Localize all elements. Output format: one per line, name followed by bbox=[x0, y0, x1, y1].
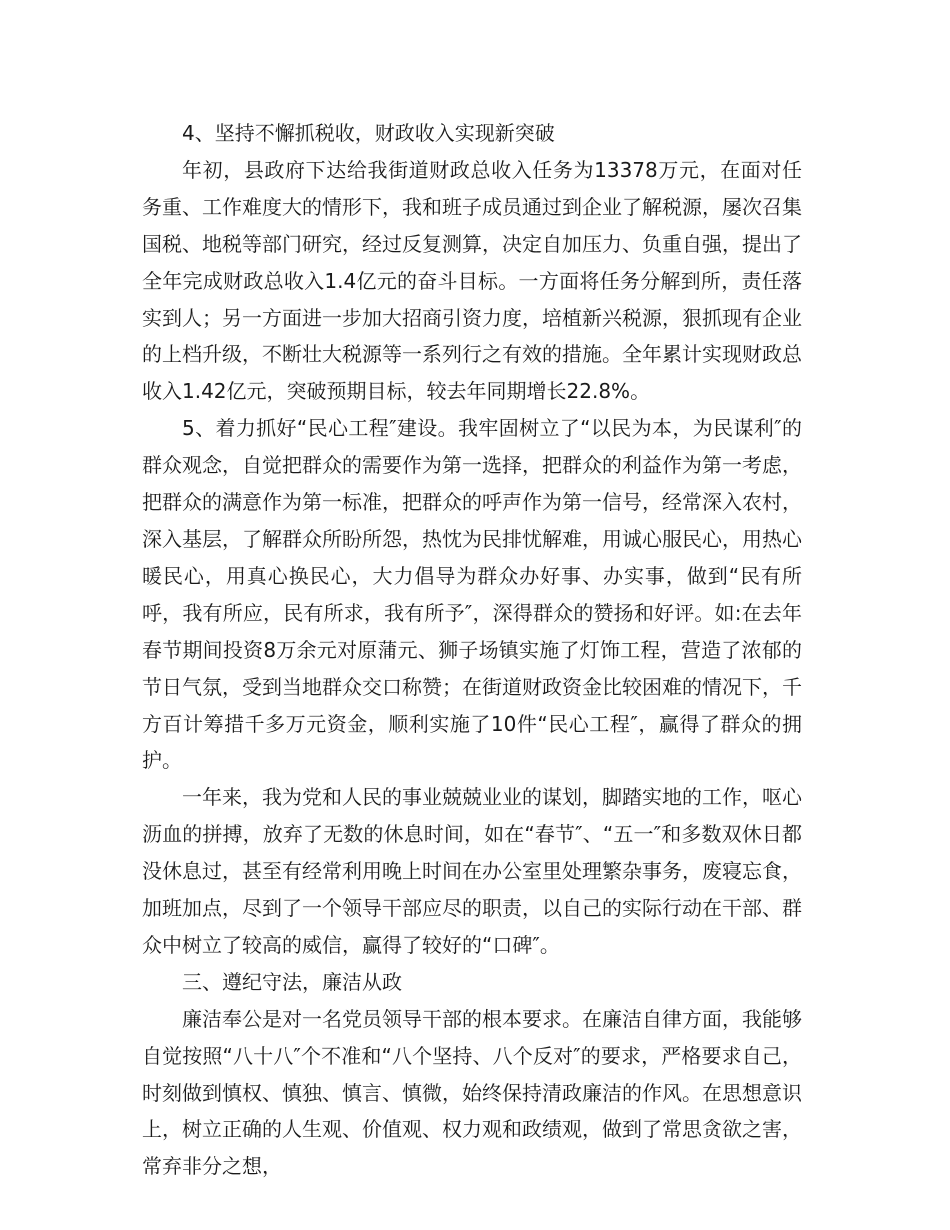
paragraph-people-project: 5、着力抓好“民心工程″建设。我牢固树立了“以民为本，为民谋利″的群众观念，自觉把群众的需要作为第一选择，把群众的利益作为第一考虑，把群众的满意作为第一标准，把群众的呼声作为第一信号，经常深入农村，深入基层，了解群众所盼所怨，热忱为民排忧解难，用诚心服民心，用热心暖民心，用真心换民心，大力倡导为群众办好事、办实事，做到“民有所呼，我有所应，民有所求，我有所予″，深得群众的赞扬和好评。如:在去年春节期间投资8万余元对原蒲元、狮子场镇实施了灯饰工程，营造了浓郁的节日气氛，受到当地群众交口称赞；在街道财政资金比较困难的情况下，千方百计筹措千多万元资金，顺利实施了10件“民心工程″，赢得了群众的拥护。 bbox=[142, 416, 802, 773]
section-heading-integrity: 三、遵纪守法，廉洁从政 bbox=[182, 969, 402, 994]
section-heading-tax: 4、坚持不懈抓税收，财政收入实现新突破 bbox=[182, 121, 555, 145]
paragraph-integrity: 廉洁奉公是对一名党员领导干部的根本要求。在廉洁自律方面，我能够自觉按照“八十八″个不准和“八个坚持、八个反对″的要求，严格要求自己，时刻做到慎权、慎独、慎言、慎微，始终保持清政廉洁的作风。在思想意识上，树立正确的人生观、价值观、权力观和政绩观，做到了常思贪欲之害，常弃非分之想， bbox=[142, 1006, 802, 1179]
paragraph-tax-revenue: 年初，县政府下达给我街道财政总收入任务为13378万元，在面对任务重、工作难度大的情形下，我和班子成员通过到企业了解税源，屡次召集国税、地税等部门研究，经过反复测算，决定自加压力、负重自强，提出了全年完成财政总收入1.4亿元的奋斗目标。一方面将任务分解到所，责任落实到人；另一方面进一步加大招商引资力度，培植新兴税源，狠抓现有企业的上档升级，不断壮大税源等一系列行之有效的措施。全年累计实现财政总收入1.42亿元，突破预期目标，较去年同期增长22.8%。 bbox=[142, 157, 802, 404]
paragraph-year-summary: 一年来，我为党和人民的事业兢兢业业的谋划，脚踏实地的工作，呕心沥血的拼搏，放弃了无数的休息时间，如在“春节″、“五一″和多数双休日都没休息过，甚至有经常利用晚上时间在办公室里处理繁杂事务，废寝忘食，加班加点，尽到了一个领导干部应尽的职责，以自己的实际行动在干部、群众中树立了较高的威信，赢得了较好的“口碑″。 bbox=[142, 785, 802, 957]
document-body bbox=[142, 115, 802, 1185]
